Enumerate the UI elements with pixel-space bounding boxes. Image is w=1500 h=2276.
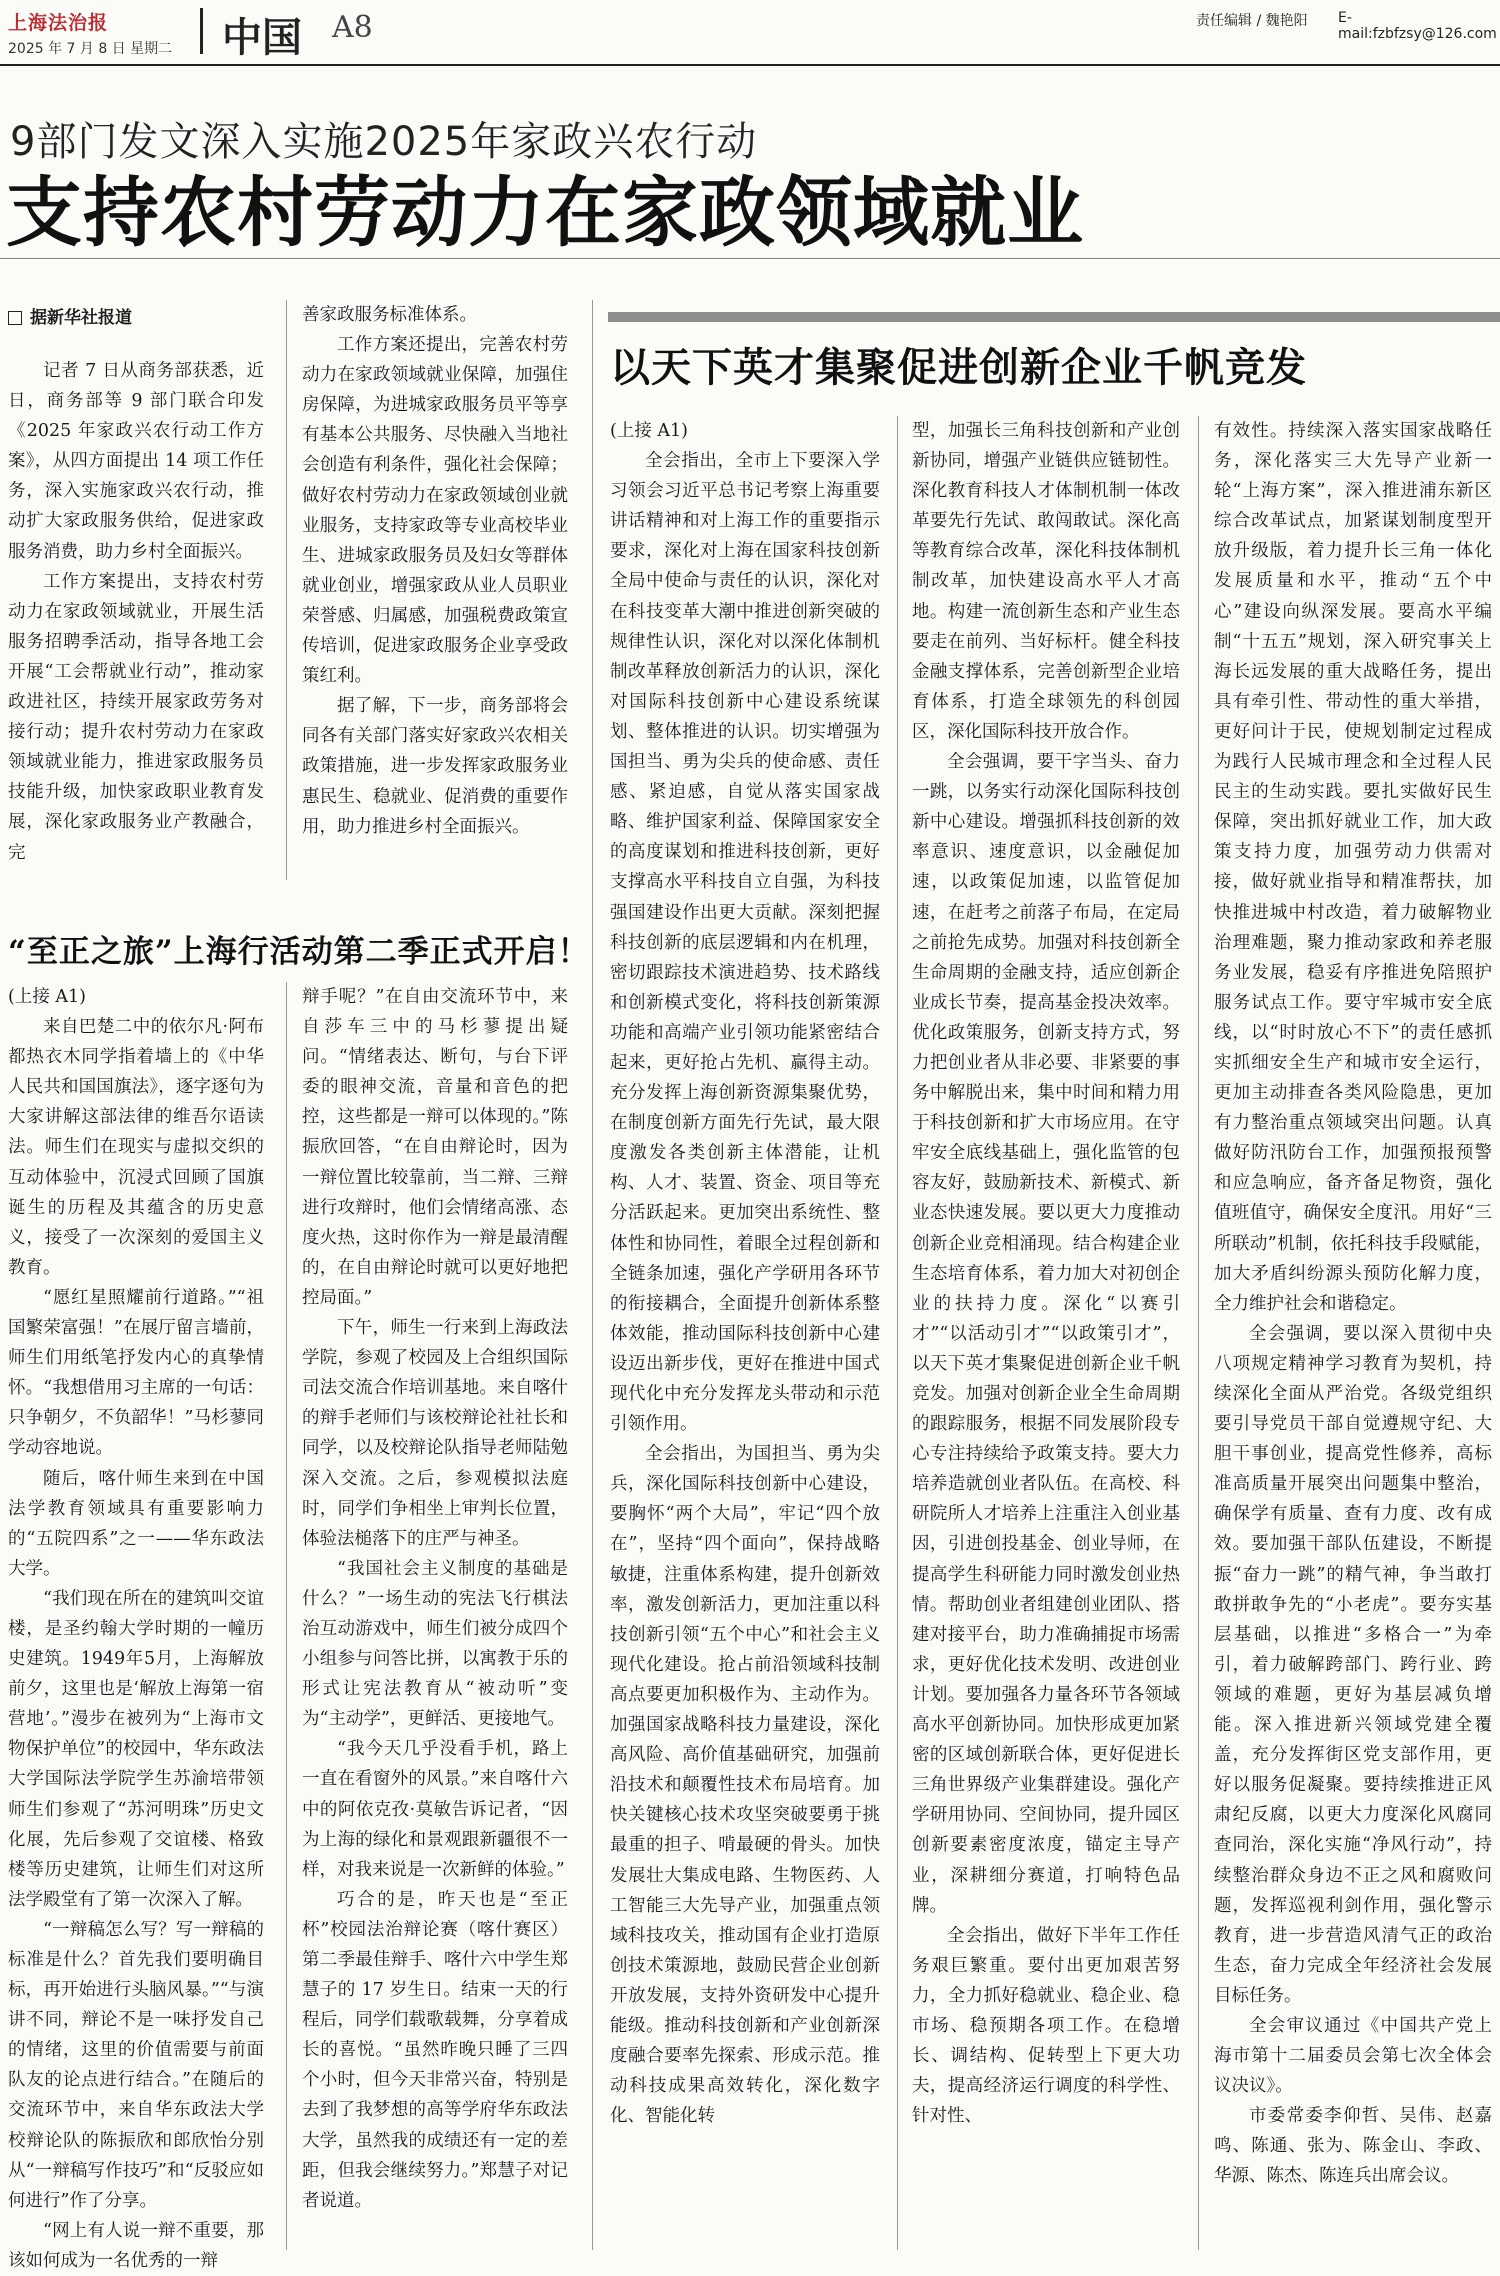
column-divider [592, 300, 593, 2250]
section-name: 中国 [222, 15, 302, 61]
masthead-rule [0, 64, 1500, 66]
paragraph: 全会强调，要干字当头、奋力一跳，以务实行动深化国际科技创新中心建设。增强抓科技创新的效率意识、速度意识，以金融促加速，以政策促加速，以监管促加速，在赶考之前落子布局，在定局之前抢先成势。加强对科技创新全生命周期的金融支持，适应创新企业成长节奏，提高基金投决效率。优化政策服务，创新支持方式，努力把创业者从非必要、非紧要的事务中解脱出来，集中时间和精力用于科技创新和扩大市场应用。在守牢安全底线基础上，强化监管的包容友好，鼓励新技术、新模式、新业态快速发展。要以更大力度推动创新企业竞相涌现。结合构建企业生态培育体系，着力加大对初创企业的扶持力度。深化“以赛引才”“以活动引才”“以政策引才”，以天下英才集聚促进创新企业千帆竞发。加强对创新企业全生命周期的跟踪服务，根据不同发展阶段专心专注持续给予政策支持。要大力培养造就创业者队伍。在高校、科研院所人才培养上注重注入创业基因，引进创投基金、创业导师，在提高学生科研能力同时激发创业热情。帮助创业者组建创业团队、搭建对接平台，助力准确捕捉市场需求，更好优化技术发明、改进创业计划。要加强各力量各环节各领域高水平创新协同。加快形成更加紧密的区域创新联合体，更好促进长三角世界级产业集群建设。强化产学研用协同、空间协同，提升园区创新要素密度浓度，锚定主导产业，深耕细分赛道，打响特色品牌。 [912, 752, 1180, 1916]
paragraph: 全会指出，做好下半年工作任务艰巨繁重。要付出更加艰苦努力，全力抓好稳就业、稳企业、稳市场、稳预期各项工作。在稳增长、调结构、促转型上下更大功夫，提高经济运行调度的科学性、针对性、 [912, 1925, 1180, 2127]
paragraph: “一辩稿怎么写？写一辩稿的标准是什么？首先我们要明确目标，再开始进行头脑风暴。”“与演讲不同，辩论不是一味抒发自己的情绪，这里的价值需要与前面队友的论点进行结合。”在随后的交流环节中，来自华东政法大学校辩论队的陈振欣和郎欣怡分别从“一辩稿写作技巧”和“反驳应如何进行”作了分享。 [8, 1919, 264, 2211]
paragraph: 全会强调，要以深入贯彻中央八项规定精神学习教育为契机，持续深化全面从严治党。各级党组织要引导党员干部自觉遵规守纪、大胆干事创业，提高党性修养，高标准高质量开展突出问题集中整治，确保学有质量、查有力度、改有成效。要加强干部队伍建设，不断提振“奋力一跳”的精气神，争当敢打敢拼敢争先的“小老虎”。要夯实基层基础，以推进“多格合一”为牵引，着力破解跨部门、跨行业、跨领域的难题，更好为基层减负增能。深入推进新兴领域党建全覆盖，充分发挥街区党支部作用，更好以服务促凝聚。要持续推进正风肃纪反腐，以更大力度深化风腐同查同治，深化实施“净风行动”，持续整治群众身边不正之风和腐败问题，发挥巡视利剑作用，强化警示教育，进一步营造风清气正的政治生态，奋力完成全年经济社会发展目标任务。 [1214, 1323, 1492, 2006]
article3-column-3 [1214, 416, 1492, 2192]
paragraph: 工作方案提出，支持农村劳动力在家政领域就业，开展生活服务招聘季活动，指导各地工会开展“工会帮就业行动”，推动家政进社区，持续开展家政劳务对接行动；提升农村劳动力在家政领域就业能力，推进家政服务员技能升级，加快家政职业教育发展，深化家政服务业产教融合，完 [8, 571, 264, 863]
headline-rule [0, 258, 1500, 259]
paragraph: 全会指出，为国担当、勇为尖兵，深化国际科技创新中心建设，要胸怀“两个大局”，牢记“四个放在”，坚持“四个面向”，保持战略敏捷，注重体系构建，提升创新效率，激发创新活力，更加注重以科技创新引领“五个中心”和社会主义现代化建设。抢占前沿领域科技制高点要更加积极作为、主动作为。加强国家战略科技力量建设，深化高风险、高价值基础研究，加强前沿技术和颠覆性技术布局培育。加快关键核心技术攻坚突破要勇于挑最重的担子、啃最硬的骨头。加快发展壮大集成电路、生物医药、人工智能三大先导产业，加强重点领域科技攻关，推动国有企业打造原创技术策源地，鼓励民营企业创新开放发展，支持外资研发中心提升能级。推动科技创新和产业创新深度融合要率先探索、形成示范。推动科技成果高效转化，深化数字化、智能化转 [610, 1444, 880, 2127]
article2-title: “至正之旅”上海行活动第二季正式开启！ [8, 934, 590, 970]
paragraph: “网上有人说一辩不重要，那该如何成为一名优秀的一辩 [8, 2220, 264, 2271]
article3-column-2 [912, 416, 1180, 2131]
paragraph: “愿红星照耀前行道路。”“祖国繁荣富强！”在展厅留言墙前，师生们用纸笔抒发内心的真挚情怀。“我想借用习主席的一句话：只争朝夕，不负韶华！”马杉蓼同学动容地说。 [8, 1287, 264, 1459]
paragraph: 据了解，下一步，商务部将会同各有关部门落实好家政兴农相关政策措施，进一步发挥家政服务业惠民生、稳就业、促消费的重要作用，助力推进乡村全面振兴。 [302, 696, 568, 837]
column-divider [1198, 416, 1199, 2250]
article3-column-1 [610, 416, 880, 2131]
article1-column-1 [8, 356, 264, 868]
paragraph: 有效性。持续深入落实国家战略任务，深化落实三大先导产业新一轮“上海方案”，深入推进浦东新区综合改革试点，加紧谋划制度型开放升级版，着力提升长三角一体化发展质量和水平，推动“五个中心”建设向纵深发展。要高水平编制“十五五”规划，深入研究事关上海长远发展的重大战略任务，提出具有牵引性、带动性的重大举措，更好问计于民，使规划制定过程成为践行人民城市理念和全过程人民民主的生动实践。要扎实做好民生保障，突出抓好就业工作，加大政策支持力度，加强劳动力供需对接，做好就业指导和精准帮扶，加快推进城中村改造，着力破解物业治理难题，聚力推动家政和养老服务业发展，稳妥有序推进免陪照护服务试点工作。要守牢城市安全底线，以“时时放心不下”的责任感抓实抓细安全生产和城市安全运行，更加主动排查各类风险隐患，更加有力整治重点领域突出问题。认真做好防汛防台工作，加强预报预警和应急响应，备齐备足物资，强化值班值守，确保安全度汛。用好“三所联动”机制，依托科技手段赋能，加大矛盾纠纷源头预防化解力度，全力维护社会和谐稳定。 [1214, 421, 1492, 1314]
column-divider [897, 416, 898, 2250]
article1-byline [8, 303, 132, 328]
paragraph: “我今天几乎没看手机，路上一直在看窗外的风景。”来自喀什六中的阿依克孜·莫敏告诉记者，“因为上海的绿化和景观跟新疆很不一样，对我来说是一次新鲜的体验。” [302, 1739, 568, 1880]
page-number: A8 [332, 10, 373, 45]
masthead-divider [200, 8, 203, 54]
issue-date: 2025 年 7 月 8 日 星期二 [8, 41, 173, 57]
paragraph: 型，加强长三角科技创新和产业创新协同，增强产业链供应链韧性。深化教育科技人才体制机制一体改革要先行先试、敢闯敢试。深化高等教育综合改革，深化科技体制机制改革，加快建设高水平人才高地。构建一流创新生态和产业生态要走在前列、当好标杆。健全科技金融支撑体系，完善创新型企业培育体系，打造全球领先的科创园区，深化国际科技开放合作。 [912, 421, 1180, 742]
paragraph: 工作方案还提出，完善农村劳动力在家政领域就业保障，加强住房保障，为进城家政服务员平等享有基本公共服务、尽快融入当地社会创造有利条件，强化社会保障；做好农村劳动力在家政领域创业就业服务，支持家政等专业高校毕业生、进城家政服务员及妇女等群体就业创业，增强家政从业人员职业荣誉感、归属感，加强税费政策宣传培训，促进家政服务企业享受政策红利。 [302, 335, 568, 687]
paragraph: 巧合的是，昨天也是“至正杯”校园法治辩论赛（喀什赛区）第二季最佳辩手、喀什六中学生郑慧子的 17 岁生日。结束一天的行程后，同学们载歌载舞，分享着成长的喜悦。“虽然昨晚只睡了三四个小时，但今天非常兴奋，特别是去到了我梦想的高等学府华东政法大学，虽然我的成绩还有一定的差距，但我会继续努力。”郑慧子对记者说道。 [302, 1889, 568, 2211]
article1-title: 支持农村劳动力在家政领域就业 [6, 168, 1084, 257]
paragraph: “我们现在所在的建筑叫交谊楼，是圣约翰大学时期的一幢历史建筑。1949年5月，上海解放前夕，这里也是‘解放上海第一宿营地’。”漫步在被列为“上海市文物保护单位”的校园中，华东政法大学国际法学院学生苏渝培带领师生们参观了“苏河明珠”历史文化展，先后参观了交谊楼、格致楼等历史建筑，让师生们对这所法学殿堂有了第一次深入了解。 [8, 1588, 264, 1910]
article3-header-bar [608, 312, 1500, 322]
paragraph: 全会指出，全市上下要深入学习领会习近平总书记考察上海重要讲话精神和对上海工作的重要指示要求，深化对上海在国家科技创新全局中使命与责任的认识，深化对在科技变革大潮中推进创新突破的规律性认识，深化对以深化体制机制改革释放创新活力的认识，深化对国际科技创新中心建设系统谋划、整体推进的认识。切实增强为国担当、勇为尖兵的使命感、责任感、紧迫感，自觉从落实国家战略、维护国家利益、保障国家安全的高度谋划和推进科技创新，更好支撑高水平科技自立自强，为科技强国建设作出更大贡献。深刻把握科技创新的底层逻辑和内在机理，密切跟踪技术演进趋势、技术路线和创新模式变化，将科技创新策源功能和高端产业引领功能紧密结合起来，更好抢占先机、赢得主动。充分发挥上海创新资源集聚优势，在制度创新方面先行先试，最大限度激发各类创新主体潜能，让机构、人才、装置、资金、项目等充分活跃起来。更加突出系统性、整体性和协同性，着眼全过程创新和全链条加速，强化产学研用各环节的衔接耦合，全面提升创新体系整体效能，推动国际科技创新中心建设迈出新步伐，更好在推进中国式现代化中充分发挥龙头带动和示范引领作用。 [610, 451, 880, 1435]
newspaper-logo: 上海法治报 [8, 12, 109, 34]
paragraph: 辩手呢？”在自由交流环节中，来自莎车三中的马杉蓼提出疑问。“情绪表达、断句，与台下评委的眼神交流，音量和音色的把控，这些都是一辩可以体现的。”陈振欣回答，“在自由辩论时，因为一辩位置比较靠前，当二辩、三辩进行攻辩时，他们会情绪高涨、态度火热，这时你作为一辩是最清醒的，在自由辩论时就可以更好地把控局面。” [302, 987, 568, 1308]
continuation-note: (上接 A1) [8, 987, 86, 1007]
paragraph: 随后，喀什师生来到在中国法学教育领域具有重要影响力的“五院四系”之一——华东政法大学。 [8, 1468, 264, 1579]
article1-subtitle: 9部门发文深入实施2025年家政兴农行动 [10, 119, 758, 165]
article1-column-2 [302, 300, 568, 842]
paragraph: 来自巴楚二中的依尔凡·阿布都热衣木同学指着墙上的《中华人民共和国国旗法》，逐字逐句为大家讲解这部法律的维吾尔语读法。师生们在现实与虚拟交织的互动体验中，沉浸式回顾了国旗诞生的历程及其蕴含的历史意义，接受了一次深刻的爱国主义教育。 [8, 1017, 264, 1278]
byline-text: 据新华社报道 [30, 308, 132, 328]
continuation-note: (上接 A1) [610, 421, 688, 441]
paragraph: 下午，师生一行来到上海政法学院，参观了校园及上合组织国际司法交流合作培训基地。来自喀什的辩手老师们与该校辩论社社长和同学，以及校辩论队指导老师陆勉深入交流。之后，参观模拟法庭时，同学们争相坐上审判长位置，体验法槌落下的庄严与神圣。 [302, 1318, 568, 1549]
paragraph: 市委常委李仰哲、吴伟、赵嘉鸣、陈通、张为、陈金山、李政、华源、陈杰、陈连兵出席会议。 [1214, 2106, 1492, 2187]
editor-credit: 责任编辑 / 魏艳阳 [1196, 13, 1308, 29]
paragraph: 记者 7 日从商务部获悉，近日，商务部等 9 部门联合印发《2025 年家政兴农行动工作方案》，从四方面提出 14 项工作任务，深入实施家政兴农行动，推动扩大家政服务供给，促进家政服务消费，助力乡村全面振兴。 [8, 361, 264, 562]
paragraph: 善家政服务标准体系。 [302, 305, 477, 325]
editor-email: E-mail:fzbfzsy@126.com [1338, 10, 1497, 42]
paragraph: “我国社会主义制度的基础是什么？”一场生动的宪法飞行棋法治互动游戏中，师生们被分成四个小组参与问答比拼，以寓教于乐的形式让宪法教育从“被动听”变为“主动学”，更鲜活、更接地气。 [302, 1558, 568, 1730]
article2-column-1 [8, 982, 264, 2276]
square-icon [8, 311, 22, 325]
paragraph: 全会审议通过《中国共产党上海市第十二届委员会第七次全体会议决议》。 [1214, 2015, 1492, 2097]
article2-column-2 [302, 982, 568, 2216]
column-divider [286, 982, 287, 2250]
column-divider [286, 300, 287, 880]
article3-title: 以天下英才集聚促进创新企业千帆竞发 [610, 344, 1307, 391]
